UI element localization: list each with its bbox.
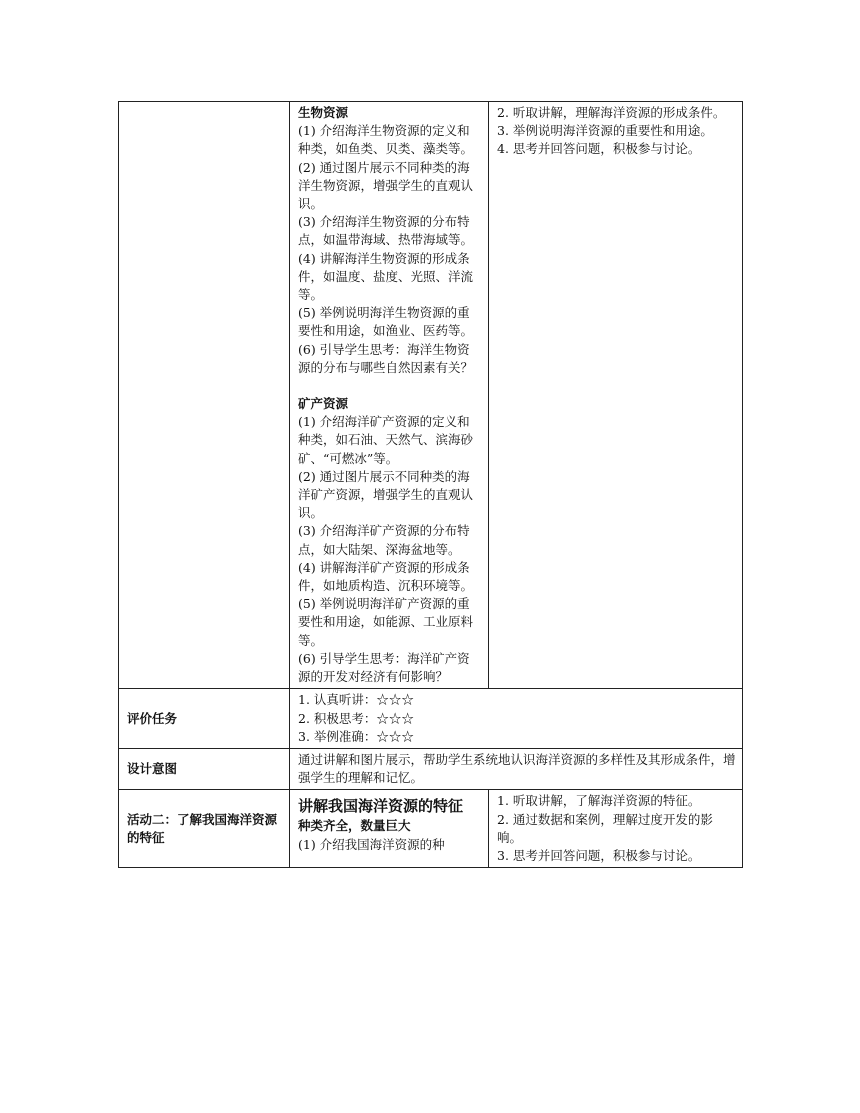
list-item: 3. 举例准确：☆☆☆: [298, 728, 414, 744]
list-item: 2. 听取讲解，理解海洋资源的形成条件。: [497, 105, 726, 120]
mineral-resources-heading: 矿产资源: [298, 396, 349, 412]
design-intent-text: 通过讲解和图片展示，帮助学生系统地认识海洋资源的多样性及其形成条件，增强学生的理解和记忆。: [290, 748, 743, 789]
lesson-plan-table: [118, 101, 743, 868]
list-item: (6) 引导学生思考：海洋生物资源的分布与哪些自然因素有关？: [298, 341, 474, 375]
list-item: 2. 通过数据和案例，理解过度开发的影响。: [497, 811, 713, 845]
list-item: (4) 讲解海洋矿产资源的形成条件，如地质构造、沉积环境等。: [298, 559, 474, 594]
table-row: [119, 790, 743, 868]
table-row: [119, 748, 743, 789]
evaluation-cell: [290, 689, 743, 749]
empty-cell: [119, 102, 290, 689]
list-item: (6) 引导学生思考：海洋矿产资源的开发对经济有何影响？: [298, 650, 470, 685]
bio-resources-heading: 生物资源: [298, 105, 349, 120]
list-item: (2) 通过图片展示不同种类的海洋生物资源，增强学生的直观认识。: [298, 159, 474, 212]
list-item: (1) 介绍海洋矿产资源的定义和种类，如石油、天然气、滨海砂矿、“可燃冰”等。: [298, 414, 474, 466]
table-row: [119, 689, 743, 749]
design-intent-label: 设计意图: [119, 748, 290, 789]
activity-two-label: 活动二：了解我国海洋资源的特征: [119, 790, 290, 868]
list-item: (5) 举例说明海洋矿产资源的重要性和用途，如能源、工业原料等。: [298, 596, 474, 648]
list-item: (1) 介绍海洋生物资源的定义和种类，如鱼类、贝类、藻类等。: [298, 123, 474, 157]
list-item: 4. 思考并回答问题，积极参与讨论。: [497, 141, 701, 157]
student-activity-cell: [489, 102, 743, 689]
list-item: (2) 通过图片展示不同种类的海洋矿产资源，增强学生的直观认识。: [298, 468, 474, 521]
section-title: 讲解我国海洋资源的特征: [298, 797, 464, 816]
teacher-activity-cell: [290, 102, 489, 689]
list-item: (5) 举例说明海洋生物资源的重要性和用途，如渔业、医药等。: [298, 305, 474, 339]
teacher-activity-cell: [290, 790, 489, 868]
evaluation-label: 评价任务: [119, 689, 290, 749]
spacer: [298, 377, 482, 395]
list-item: (4) 讲解海洋生物资源的形成条件，如温度、盐度、光照、洋流等。: [298, 250, 474, 303]
table-row: [119, 102, 743, 689]
list-item: (3) 介绍海洋生物资源的分布特点，如温带海域、热带海域等。: [298, 214, 474, 248]
list-item: (1) 介绍我国海洋资源的种: [298, 836, 445, 852]
list-item: 1. 听取讲解，了解海洋资源的特征。: [497, 793, 701, 809]
list-item: 3. 举例说明海洋资源的重要性和用途。: [497, 123, 713, 139]
list-item: 2. 积极思考：☆☆☆: [298, 710, 414, 726]
subheading: 种类齐全，数量巨大: [298, 818, 411, 834]
list-item: (3) 介绍海洋矿产资源的分布特点，如大陆架、深海盆地等。: [298, 523, 470, 557]
list-item: 3. 思考并回答问题，积极参与讨论。: [497, 847, 701, 863]
student-activity-cell: [489, 790, 743, 868]
list-item: 1. 认真听讲：☆☆☆: [298, 692, 414, 708]
